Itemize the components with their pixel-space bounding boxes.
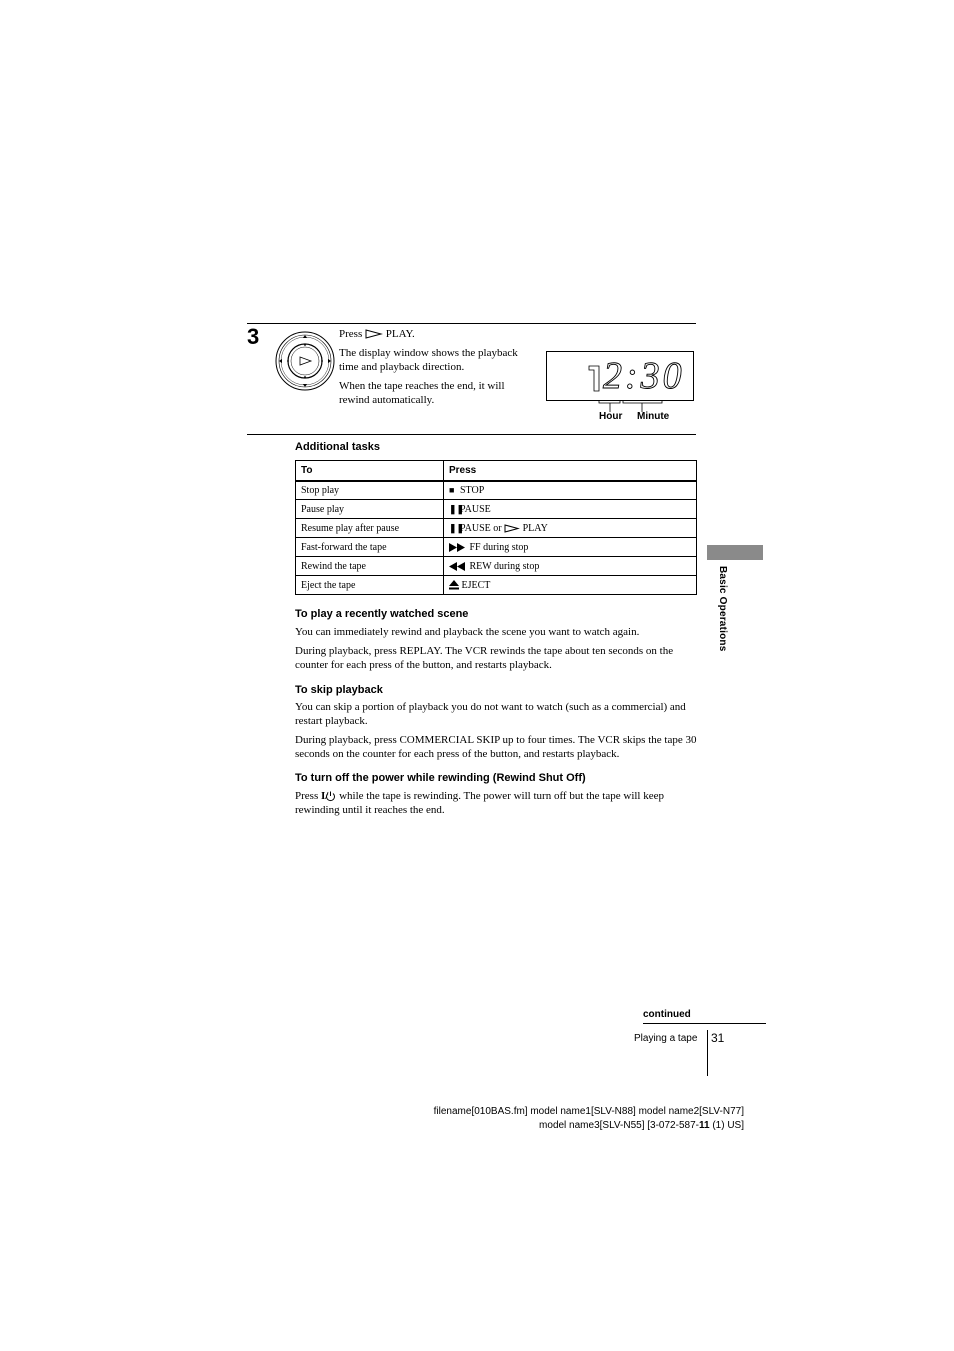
press-cell: ❚❚PAUSE or PLAY bbox=[444, 519, 697, 538]
footer-divider bbox=[707, 1030, 708, 1076]
table-row bbox=[296, 538, 697, 557]
task-cell: Stop play bbox=[296, 481, 444, 500]
task-cell: Fast-forward the tape bbox=[296, 538, 444, 557]
power-icon bbox=[325, 791, 336, 802]
page-number: 31 bbox=[711, 1031, 725, 1045]
step-number: 3 bbox=[247, 324, 260, 349]
press-prefix: Press bbox=[339, 328, 363, 340]
play-icon bbox=[365, 329, 383, 339]
step-top-rule bbox=[247, 323, 696, 324]
rewind-shutoff-paragraph: Press I/ while the tape is rewinding. The power will turn off but the tape will keep rewinding until it reaches the end. bbox=[295, 790, 665, 816]
play-icon bbox=[504, 524, 520, 533]
footer-section-title: Playing a tape bbox=[634, 1033, 698, 1044]
press-cell: EJECT bbox=[444, 576, 697, 595]
play-label: PLAY. bbox=[385, 328, 415, 340]
press-cell: REW during stop bbox=[444, 557, 697, 576]
table-row bbox=[296, 500, 697, 519]
column-header-to: To bbox=[296, 461, 444, 481]
table-row bbox=[296, 576, 697, 595]
additional-tasks-table bbox=[295, 460, 697, 595]
eject-icon bbox=[449, 580, 459, 590]
remote-control-illustration bbox=[274, 330, 336, 392]
filename-line-1: filename[010BAS.fm] model name1[SLV-N88] model name2[SLV-N77] bbox=[433, 1106, 744, 1117]
skip-heading: To skip playback bbox=[295, 684, 383, 696]
task-cell: Resume play after pause bbox=[296, 519, 444, 538]
additional-tasks-heading: Additional tasks bbox=[295, 441, 380, 453]
rewind-icon bbox=[449, 562, 467, 571]
press-cell: ■ STOP bbox=[444, 481, 697, 500]
display-window bbox=[546, 351, 694, 401]
task-cell: Eject the tape bbox=[296, 576, 444, 595]
step-paragraph-1: The display window shows the playback time and playback direction. bbox=[339, 347, 518, 373]
skip-paragraph-1: You can skip a portion of playback you do not want to watch (such as a commercial) and restart playback. bbox=[295, 701, 686, 727]
skip-paragraph-2: During playback, press COMMERCIAL SKIP up to four times. The VCR skips the tape 30 seconds on the counter for each press of the button, and restarts playback. bbox=[295, 734, 697, 760]
footer-rule bbox=[643, 1023, 766, 1024]
task-cell: Rewind the tape bbox=[296, 557, 444, 576]
pause-icon: ❚❚ bbox=[449, 503, 465, 514]
column-header-press: Press bbox=[444, 461, 697, 481]
step-press-play bbox=[339, 327, 529, 341]
press-cell: ❚❚PAUSE bbox=[444, 500, 697, 519]
hour-label: Hour bbox=[599, 411, 623, 422]
side-tab-marker bbox=[707, 545, 763, 560]
side-tab-label: Basic Operations bbox=[717, 566, 728, 652]
rewind-shutoff-heading: To turn off the power while rewinding (Rewind Shut Off) bbox=[295, 772, 586, 784]
task-cell: Pause play bbox=[296, 500, 444, 519]
step-bottom-rule bbox=[247, 434, 696, 435]
display-digits: 2:30 bbox=[603, 355, 685, 397]
table-row bbox=[296, 557, 697, 576]
power-symbol: I/ bbox=[320, 790, 329, 802]
table-row bbox=[296, 481, 697, 500]
stop-icon: ■ bbox=[449, 484, 455, 495]
pause-icon: ❚❚ bbox=[449, 522, 465, 533]
playback-direction-icon bbox=[587, 364, 601, 393]
filename-line-2: model name3[SLV-N55] [3-072-587-11 (1) US] bbox=[539, 1120, 744, 1131]
table-row bbox=[296, 519, 697, 538]
replay-heading: To play a recently watched scene bbox=[295, 608, 469, 620]
replay-paragraph-2: During playback, press REPLAY. The VCR rewinds the tape about ten seconds on the counter for each press of the button, and restarts playback. bbox=[295, 645, 674, 671]
continued-label: continued bbox=[643, 1009, 691, 1020]
press-cell: FF during stop bbox=[444, 538, 697, 557]
step-paragraph-2: When the tape reaches the end, it will rewind automatically. bbox=[339, 380, 505, 406]
replay-paragraph-1: You can immediately rewind and playback the scene you want to watch again. bbox=[295, 626, 640, 638]
fast-forward-icon bbox=[449, 543, 467, 552]
minute-label: Minute bbox=[637, 411, 670, 422]
